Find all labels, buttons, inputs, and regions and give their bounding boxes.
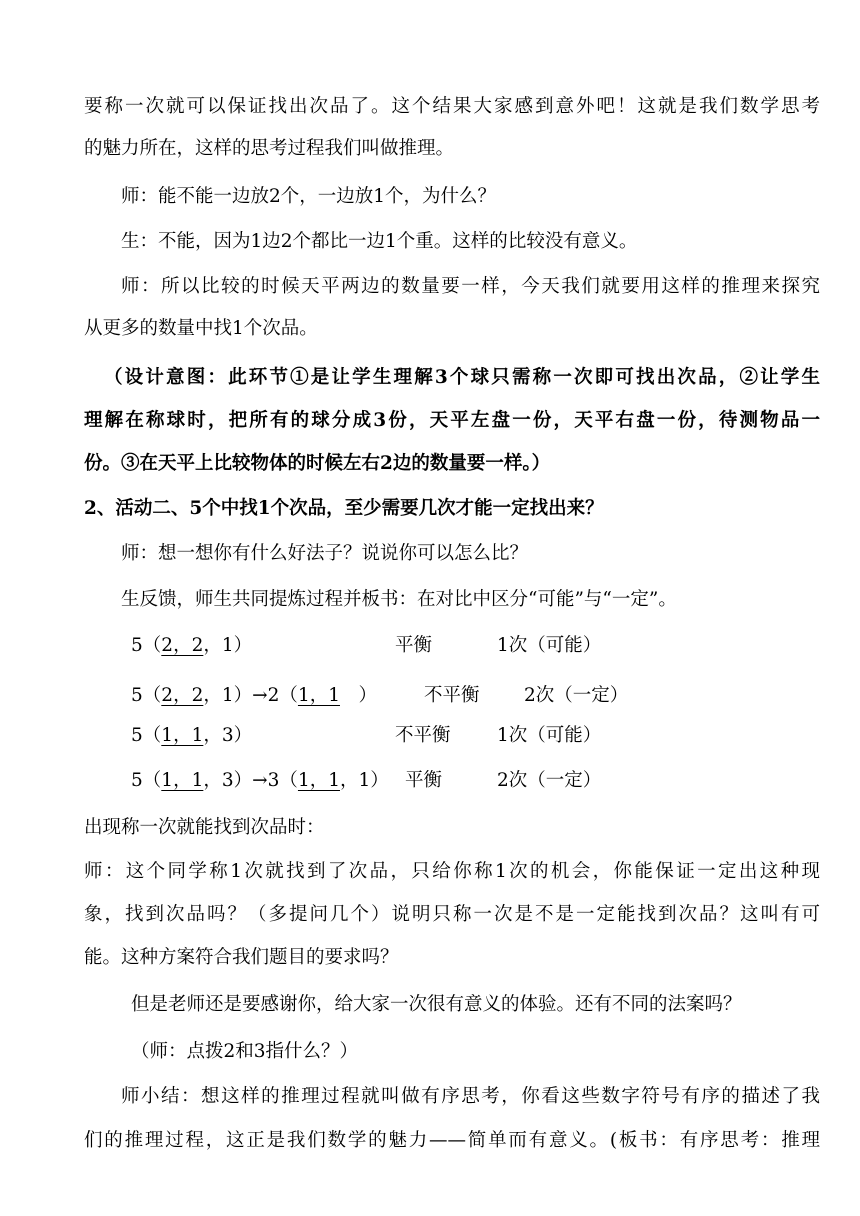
board-result: 不平衡 [424,685,480,706]
board-paren: （ [279,685,298,706]
board-paren: （ [142,685,162,706]
board-total: 5 [131,725,143,746]
board-total: 5 [131,635,143,656]
board-result: 不平衡 [395,725,451,746]
board-times: 1次（可能） [497,725,602,746]
teacher-dialog: 师：这个同学称1次就找到了次品，只给你称1次的机会，你能保证一定出这种现 [84,861,820,882]
board-rest: ，3） [203,725,253,746]
teacher-dialog: 师：想一想你有什么好法子？说说你可以怎么比？ [121,543,529,564]
board-times: 2次（一定） [497,770,602,791]
board-paren: （ [142,635,162,656]
hint-text: （师：点拨2和3指什么？） [131,1041,359,1062]
paragraph-line: 的魅力所在，这样的思考过程我们叫做推理。 [84,138,455,159]
board-pair: 2，2 [161,635,204,656]
board-sub-rest: ，1） [339,770,389,791]
board-pair: 1，1 [161,725,204,746]
board-times: 1次（可能） [497,635,602,656]
design-intent-line: （设计意图：此环节①是让学生理解3个球只需称一次即可找出次品，②让学生 [104,367,820,388]
board-row [131,724,252,748]
arrow-icon: → [252,685,268,706]
board-rest: ，3） [203,770,253,791]
paragraph-line: 出现称一次就能找到次品时： [84,817,325,838]
paragraph-line: 要称一次就可以保证找出次品了。这个结果大家感到意外吧！这就是我们数学思考 [84,96,820,117]
board-sub-total: 2 [267,685,280,706]
board-sub-pair: 1，1 [297,685,340,706]
board-row [131,684,377,708]
paragraph-line: 但是老师还是要感谢你，给大家一次很有意义的体验。还有不同的法案吗？ [131,994,742,1015]
board-result: 平衡 [395,635,433,656]
board-sub-pair: 1，1 [297,770,340,791]
board-row [131,634,252,658]
board-pair: 2，2 [161,685,204,706]
section-heading: 2、活动二、5个中找1个次品，至少需要几次才能一定找出来？ [84,498,604,519]
teacher-dialog: 从更多的数量中找1个次品。 [84,318,318,339]
board-total: 5 [131,685,143,706]
board-times: 2次（一定） [524,685,629,706]
teacher-dialog: 师：所以比较的时候天平两边的数量要一样，今天我们就要用这样的推理来探究 [121,276,820,297]
design-intent-line: 份。③在天平上比较物体的时候左右2边的数量要一样。） [84,453,551,474]
board-paren: （ [279,770,298,791]
teacher-dialog: 能。这种方案符合我们题目的要求吗？ [84,947,399,968]
feedback-text: 生反馈，师生共同提炼过程并板书：在对比中区分“可能”与“一定”。 [121,589,677,610]
board-result: 平衡 [405,770,443,791]
board-sub-rest: ） [339,685,377,706]
student-dialog: 生：不能，因为1边2个都比一边1个重。这样的比较没有意义。 [121,231,638,252]
teacher-dialog: 象，找到次品吗？（多提问几个）说明只称一次是不是一定能找到次品？这叫有可 [84,904,820,925]
board-paren: （ [142,725,162,746]
design-intent-line: 理解在称球时，把所有的球分成3份，天平左盘一份，天平右盘一份，待测物品一 [84,410,820,431]
summary-line: 们的推理过程，这正是我们数学的魅力——简单而有意义。(板书：有序思考：推理 [84,1130,820,1151]
summary-line: 师小结：想这样的推理过程就叫做有序思考，你看这些数字符号有序的描述了我 [121,1086,820,1107]
board-sub-total: 3 [267,770,280,791]
board-rest: ，1） [203,635,253,656]
board-rest: ，1） [203,685,253,706]
board-pair: 1，1 [161,770,204,791]
board-paren: （ [142,770,162,791]
board-row [131,769,389,793]
arrow-icon: → [252,770,268,791]
board-total: 5 [131,770,143,791]
teacher-dialog: 师：能不能一边放2个，一边放1个，为什么？ [121,186,497,207]
